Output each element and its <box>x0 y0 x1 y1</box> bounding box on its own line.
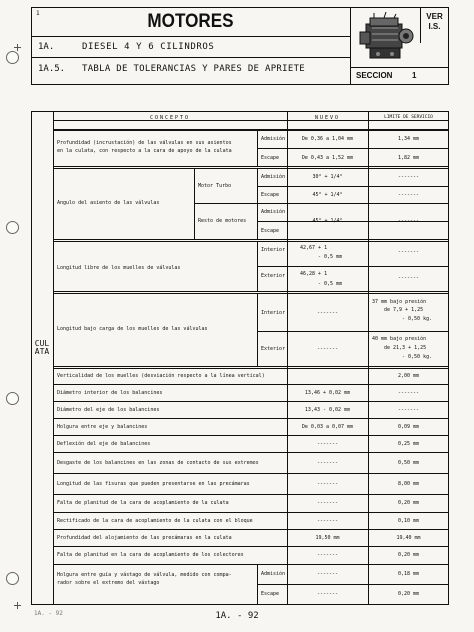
chapter-code: 1A. <box>38 42 55 52</box>
binder-hole <box>6 572 19 585</box>
chapter-title: DIESEL 4 Y 6 CILINDROS <box>82 42 215 52</box>
footer-left-code: 1A. - 92 <box>34 610 63 617</box>
section-label: SECCION <box>356 71 393 80</box>
document-page: 1 MOTORES VER I.S. 1A. DIESEL 4 Y 6 CILINDROS 1A.5. TABLA DE TOLERANCIAS Y PARES DE APRIETE SECCION 1 CULATA CONCEPTO NUEVO LIMITE DE SERVICIO Profundidad (incrustación) de las válvulas en sus asientos en la culata, con respecto a la cara de apoyo de la culata Admisión De 0,36 a 1,04 mm 1,34 mm Escape De 0,43 a 1,52 mm 1,82 mm Angulo del asiento de las válvulas Motor Turbo Resto de motores Admisión 30° + 1/4° ------- Escape 45° + 1/4° ------- Admisión Escape 45° + 1/4° ------- Longitud libre de los muelles de válvulas Interior 42,67 + 1 - 0,5 mm ------- Exterior 46,28 + 1 - 0,5 mm ------- Longitud bajo carga de los muelles de las válvulas Interior ------- 37 mm bajo presión de 7,9 + 1,25 - 0,50 kg. Exterior ------- 40 mm bajo presión de 21,3 + 1,25 - 0,50 kg. Verticalidad de los muelles (desviación respecto a la línea vertical) 2,00 mm Diámetro interior de los balancines 13,46 + 0,02 mm ------- Diámetro del eje de los balancines 13,43 - 0,02 mm ------- Holgura entre eje y balancines De 0,03 a 0,07 mm 0,09 mm Deflexión del eje de balancines ------- 0,25 mm Desgaste de los balancines en las zonas de contacto de sus extremos ------- 0,50 mm Longitud de las fisuras que pueden presentarse en las precámaras ------- 8,00 mm Falta de planitud de la cara de acoplamiento de la culata ------- 0,20 mm Rectificado de la cara de acoplamiento de la culata con el bloque ------- 0,10 mm Profundidad del alojamiento de las precámaras en la culata 19,50 mm 19,40 mm Falta de planitud en la cara de acoplamiento de los colectores ------- 0,20 mm Holgura entre guía y vástago de válvula, medido con compa- rador sobre el extremo del vástago Admisión ------- 0,18 mm Escape ------- 0,20 mm 1A. - 92 1A. - 92 <box>0 0 474 632</box>
ver-label: VER <box>426 12 443 21</box>
section-number: 1 <box>412 71 417 80</box>
binder-hole <box>6 392 19 405</box>
column-header-concepto: CONCEPTO <box>149 115 191 121</box>
subchapter-code: 1A.5. <box>38 64 66 74</box>
page-number: 1A. - 92 <box>215 611 259 621</box>
subchapter-title: TABLA DE TOLERANCIAS Y PARES DE APRIETE <box>82 64 306 74</box>
column-header-nuevo: NUEVO <box>314 115 341 121</box>
page-mark: 1 <box>36 10 40 17</box>
column-header-limite: LIMITE DE SERVICIO <box>384 115 433 120</box>
engine-illustration-icon <box>356 10 416 65</box>
page-title: MOTORES <box>147 11 234 32</box>
ver-code: I.S. <box>428 22 441 31</box>
registration-cross-icon <box>14 602 21 609</box>
binder-hole <box>6 51 19 64</box>
registration-cross-icon <box>14 44 21 51</box>
binder-hole <box>6 221 19 234</box>
